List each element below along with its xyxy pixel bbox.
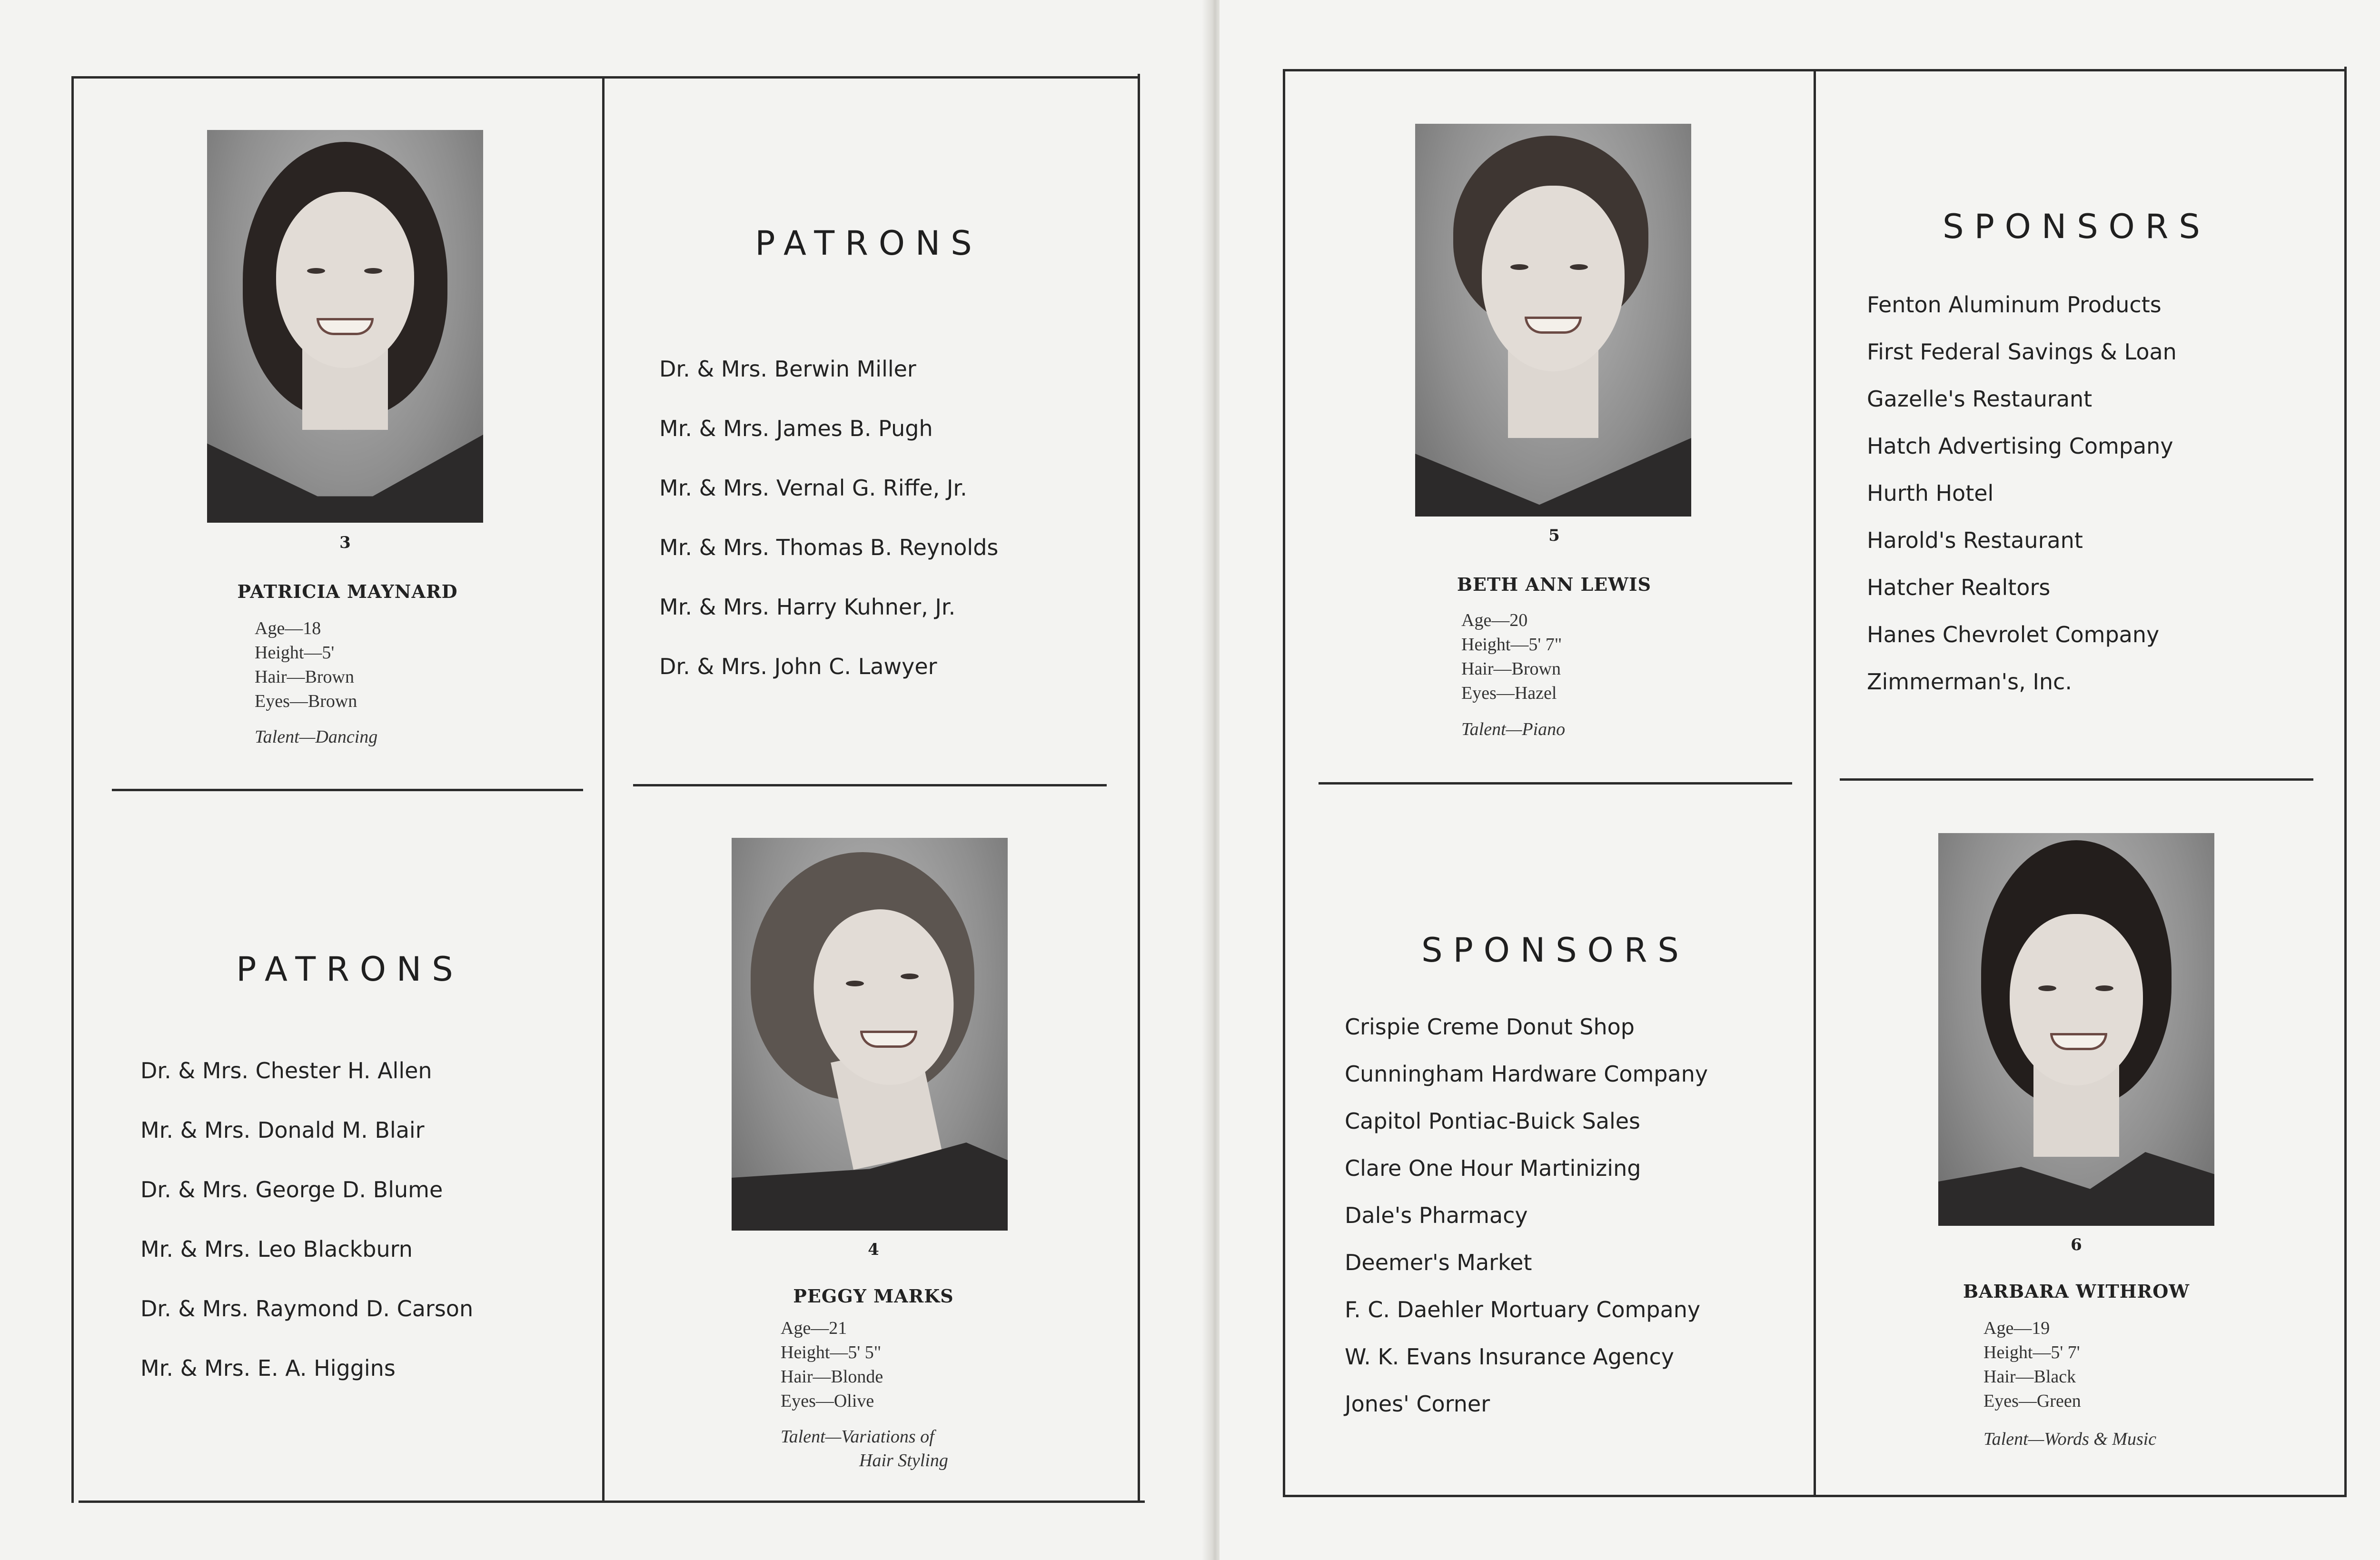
- contestant-name: BARBARA WITHROW: [1963, 1281, 2190, 1302]
- list-item: Mr. & Mrs. E. A. Higgins: [140, 1355, 396, 1381]
- list-item: Gazelle's Restaurant: [1867, 386, 2092, 412]
- stat-hair: Hair—Brown: [255, 667, 354, 687]
- frame-left-border: [71, 76, 74, 1503]
- list-item: Mr. & Mrs. Donald M. Blair: [140, 1117, 425, 1143]
- list-item: First Federal Savings & Loan: [1867, 339, 2177, 365]
- contestant-talent: Talent—Piano: [1461, 719, 1566, 739]
- section-divider-left: [1319, 782, 1792, 785]
- stat-eyes: Eyes—Hazel: [1461, 683, 1557, 703]
- list-item: Jones' Corner: [1345, 1391, 1490, 1417]
- list-item: Fenton Aluminum Products: [1867, 292, 2162, 318]
- stat-height: Height—5': [255, 643, 335, 663]
- stat-eyes: Eyes—Brown: [255, 691, 357, 711]
- contestant-number: 5: [1548, 526, 1560, 545]
- frame-top-border: [71, 76, 1140, 79]
- list-item: Mr. & Mrs. James B. Pugh: [659, 416, 933, 441]
- list-item: Clare One Hour Martinizing: [1345, 1155, 1641, 1181]
- contestant-number: 4: [868, 1240, 879, 1259]
- list-item: Mr. & Mrs. Thomas B. Reynolds: [659, 535, 999, 560]
- stat-hair: Hair—Brown: [1461, 659, 1561, 679]
- section-divider-right: [1840, 778, 2313, 781]
- list-item: Dale's Pharmacy: [1345, 1202, 1528, 1228]
- contestant-stats: [1983, 1316, 2081, 1413]
- contestant-photo-peggy-marks: [732, 838, 1008, 1231]
- contestant-stats: [781, 1316, 883, 1413]
- frame-right-border: [2344, 67, 2347, 1497]
- list-item: Dr. & Mrs. Raymond D. Carson: [140, 1296, 474, 1322]
- stat-age: Age—20: [1461, 610, 1528, 630]
- contestant-name: PEGGY MARKS: [793, 1285, 954, 1307]
- patrons-heading: PATRONS: [236, 950, 464, 989]
- frame-right-border: [1138, 74, 1140, 1502]
- stat-hair: Hair—Blonde: [781, 1367, 883, 1387]
- patrons-list: [140, 1058, 473, 1415]
- list-item: Hatch Advertising Company: [1867, 433, 2173, 459]
- list-item: Dr. & Mrs. John C. Lawyer: [659, 654, 937, 679]
- stat-hair: Hair—Black: [1983, 1367, 2076, 1387]
- list-item: F. C. Daehler Mortuary Company: [1345, 1297, 1701, 1322]
- contestant-stats: [255, 616, 357, 714]
- stat-eyes: Eyes—Green: [1983, 1391, 2081, 1411]
- list-item: Dr. & Mrs. Berwin Miller: [659, 356, 916, 382]
- frame-bottom-border: [1285, 1495, 2347, 1497]
- contestant-name: PATRICIA MAYNARD: [237, 581, 458, 602]
- list-item: Dr. & Mrs. George D. Blume: [140, 1177, 443, 1202]
- frame-center-divider: [602, 76, 605, 1503]
- list-item: W. K. Evans Insurance Agency: [1345, 1344, 1675, 1370]
- sponsors-list: [1345, 1014, 1708, 1438]
- contestant-stats: [1461, 608, 1562, 705]
- patrons-heading: PATRONS: [755, 224, 982, 263]
- contestant-photo-patricia-maynard: [207, 130, 483, 523]
- talent-line: Hair Styling: [859, 1451, 948, 1471]
- contestant-photo-beth-ann-lewis: [1415, 124, 1691, 517]
- frame-center-divider: [1814, 69, 1816, 1495]
- list-item: Mr. & Mrs. Leo Blackburn: [140, 1236, 413, 1262]
- list-item: Harold's Restaurant: [1867, 527, 2083, 553]
- contestant-photo-barbara-withrow: [1938, 833, 2214, 1226]
- stat-height: Height—5' 5": [781, 1342, 882, 1362]
- contestant-number: 3: [339, 533, 351, 552]
- frame-left-border: [1283, 69, 1285, 1497]
- sponsors-heading: SPONSORS: [1943, 207, 2211, 246]
- contestant-talent: Talent—Dancing: [255, 727, 378, 747]
- frame-bottom-border: [79, 1500, 1145, 1503]
- contestant-number: 6: [2071, 1235, 2082, 1254]
- stat-height: Height—5' 7": [1461, 635, 1562, 655]
- list-item: Hanes Chevrolet Company: [1867, 622, 2160, 647]
- stat-age: Age—21: [781, 1318, 847, 1338]
- stat-eyes: Eyes—Olive: [781, 1391, 874, 1411]
- contestant-talent: [781, 1425, 948, 1472]
- right-page: [1220, 0, 2380, 1560]
- section-divider-left: [112, 789, 583, 791]
- list-item: Crispie Creme Donut Shop: [1345, 1014, 1635, 1040]
- list-item: Zimmerman's, Inc.: [1867, 669, 2072, 695]
- list-item: Mr. & Mrs. Vernal G. Riffe, Jr.: [659, 475, 967, 501]
- list-item: Dr. & Mrs. Chester H. Allen: [140, 1058, 432, 1083]
- list-item: Cunningham Hardware Company: [1345, 1061, 1708, 1087]
- list-item: Hurth Hotel: [1867, 480, 1994, 506]
- contestant-name: BETH ANN LEWIS: [1457, 574, 1652, 595]
- stat-height: Height—5' 7': [1983, 1342, 2080, 1362]
- sponsors-list: [1867, 292, 2177, 716]
- list-item: Capitol Pontiac-Buick Sales: [1345, 1108, 1640, 1134]
- contestant-talent: Talent—Words & Music: [1983, 1429, 2157, 1449]
- list-item: Hatcher Realtors: [1867, 575, 2051, 600]
- section-divider-right: [633, 784, 1107, 786]
- list-item: Mr. & Mrs. Harry Kuhner, Jr.: [659, 594, 956, 620]
- list-item: Deemer's Market: [1345, 1250, 1532, 1275]
- sponsors-heading: SPONSORS: [1421, 931, 1689, 970]
- patrons-list: [659, 356, 998, 713]
- talent-line: Talent—Variations of: [781, 1427, 934, 1447]
- stat-age: Age—19: [1983, 1318, 2050, 1338]
- stat-age: Age—18: [255, 618, 321, 638]
